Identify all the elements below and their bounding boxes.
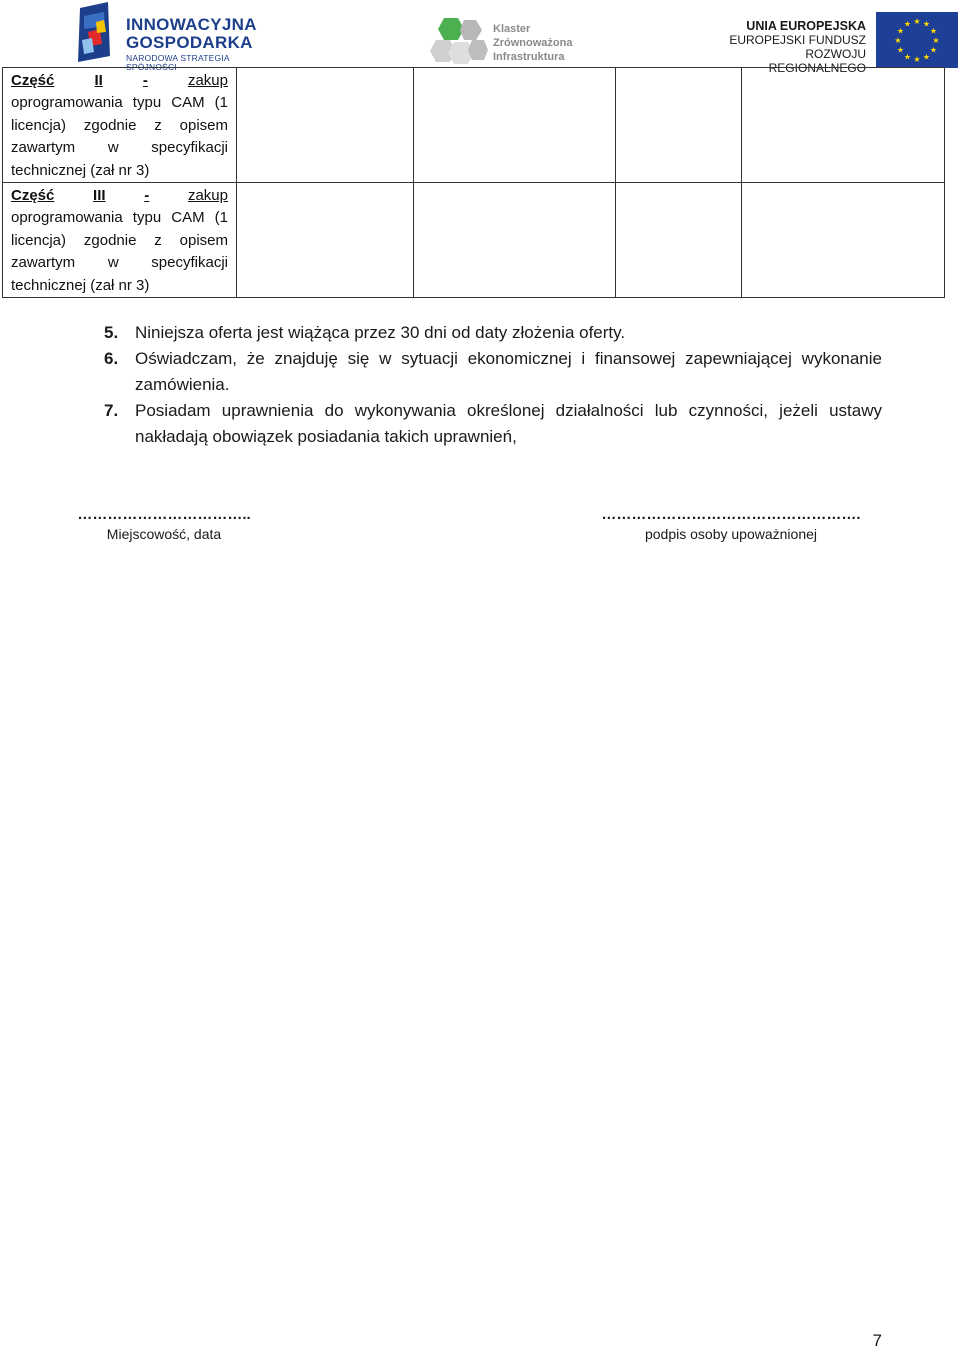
logo-ue-line3: ROZWOJU REGIONALNEGO: [768, 47, 866, 75]
logo-kzi-line3: Infrastruktura: [493, 51, 565, 63]
place-date-dots[interactable]: ……………………………..: [77, 506, 251, 523]
table-cell-empty[interactable]: [742, 183, 945, 298]
part-heading: [11, 70, 228, 92]
part-description-cell: [3, 183, 237, 298]
svg-text:★: ★: [929, 26, 938, 36]
statement-text: Posiadam uprawnienia do wykonywania określonej działalności lub czynności, jeżeli ustawy nakładają obowiązek posiadania takich uprawnień,: [135, 401, 882, 446]
part-label: Część: [11, 72, 55, 89]
part-dash: -: [144, 187, 150, 205]
logo-ig-line2: GOSPODARKA: [126, 33, 253, 52]
logo-ig-line1: INNOWACYJNA: [126, 15, 257, 34]
statements-list: [104, 320, 882, 450]
part-number: II: [94, 72, 103, 89]
statement-number: 7.: [104, 401, 119, 420]
eu-flag-icon: [876, 12, 958, 68]
signature-field: [576, 506, 886, 542]
part-description-cell: [3, 68, 237, 183]
part-label: Część: [11, 187, 55, 205]
table-cell-empty[interactable]: [414, 68, 616, 183]
signature-caption: podpis osoby upoważnionej: [644, 526, 817, 542]
statement-number: 5.: [104, 323, 119, 342]
part-dash: -: [142, 72, 148, 89]
list-item: [104, 346, 882, 398]
table-cell-empty[interactable]: [616, 68, 742, 183]
svg-text:★: ★: [922, 52, 931, 62]
list-item: [104, 320, 882, 346]
table-row: [3, 68, 945, 183]
svg-text:★: ★: [896, 26, 905, 36]
table-cell-empty[interactable]: [237, 68, 414, 183]
place-date-caption: Miejscowość, data: [106, 526, 222, 542]
logo-ig-line3: NARODOWA STRATEGIA SPÓJNOŚCI: [126, 53, 230, 72]
svg-text:★: ★: [913, 17, 921, 26]
table-cell-empty[interactable]: [237, 183, 414, 298]
page-number: 7: [872, 1331, 882, 1350]
hexagon-cluster-icon: [428, 16, 490, 68]
table-cell-empty[interactable]: [414, 183, 616, 298]
svg-text:★: ★: [903, 52, 912, 62]
place-date-field: [70, 506, 258, 542]
svg-text:★: ★: [932, 36, 940, 45]
logo-ue-line1: UNIA EUROPEJSKA: [746, 19, 866, 33]
svg-text:★: ★: [913, 55, 921, 64]
list-item: [104, 398, 882, 450]
innowacyjna-gospodarka-logo: [70, 2, 270, 72]
signature-dots[interactable]: …………………………………………….: [601, 506, 861, 523]
table-row: [3, 183, 945, 298]
svg-text:★: ★: [922, 19, 931, 29]
svg-text:★: ★: [929, 45, 938, 55]
table-cell-empty[interactable]: [742, 68, 945, 183]
statement-text: Niniejsza oferta jest wiążąca przez 30 dni od daty złożenia oferty.: [135, 323, 626, 342]
part-heading: [11, 185, 228, 207]
statement-number: 6.: [104, 349, 119, 368]
part-number: III: [93, 187, 106, 205]
logo-kzi-line1: Klaster: [493, 23, 531, 35]
logo-kzi-line2: Zrównoważona: [493, 37, 573, 49]
part-first-word: zakup: [187, 187, 228, 205]
svg-text:★: ★: [894, 36, 902, 45]
klaster-logo: [428, 16, 578, 68]
eu-fund-logo: [726, 12, 958, 75]
part-description: oprogramowania typu CAM (1 licencja) zgodnie z opisem zawartym w specyfikacji technicznej (zał nr 3): [11, 209, 228, 294]
table-cell-empty[interactable]: [616, 183, 742, 298]
part-description: oprogramowania typu CAM (1 licencja) zgodnie z opisem zawartym w specyfikacji technicznej (zał nr 3): [11, 94, 228, 179]
innovative-economy-emblem-icon: [70, 2, 118, 64]
svg-text:★: ★: [903, 19, 912, 29]
svg-text:★: ★: [896, 45, 905, 55]
statement-text: Oświadczam, że znajduję się w sytuacji ekonomicznej i finansowej zapewniającej wykonanie zamówienia.: [135, 349, 882, 394]
offer-parts-table: [2, 67, 945, 298]
part-first-word: zakup: [187, 72, 228, 89]
logo-ue-line2: EUROPEJSKI FUNDUSZ: [729, 33, 866, 47]
